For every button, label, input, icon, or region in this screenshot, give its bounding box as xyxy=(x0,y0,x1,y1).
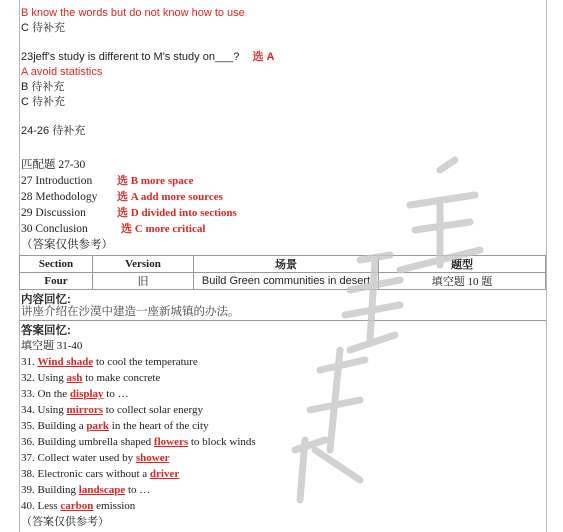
option-b-line: B know the words but do not know how to use xyxy=(21,7,245,19)
answer-item xyxy=(21,403,203,417)
divider xyxy=(19,320,546,321)
cell-question-type: 填空题 10 题 xyxy=(379,273,546,290)
answer-word: flowers xyxy=(153,436,189,448)
matching-label: 29 Discussion xyxy=(21,207,86,219)
answer-item xyxy=(21,467,179,481)
answer-word: ash xyxy=(66,372,83,384)
answer-recall-title: 答案回忆: xyxy=(21,325,71,337)
header-version: Version xyxy=(93,256,194,273)
answer-item xyxy=(21,435,256,449)
cell-section: Four xyxy=(20,273,93,290)
answer-prefix: 39. Building xyxy=(21,484,79,496)
answer-item xyxy=(21,355,198,369)
answer-prefix: 36. Building umbrella shaped xyxy=(21,436,154,448)
matching-row xyxy=(21,190,223,205)
answer-word: mirrors xyxy=(66,404,103,416)
matching-label: 27 Introduction xyxy=(21,175,93,187)
matching-answer: 选 B more space xyxy=(117,175,194,187)
question-23-pick: 选 A xyxy=(252,51,275,63)
answer-suffix: to … xyxy=(103,388,129,400)
questions-24-26: 24-26 待补充 xyxy=(21,125,86,137)
answer-item xyxy=(21,419,209,433)
answer-word: shower xyxy=(135,452,170,464)
answer-word: driver xyxy=(149,468,180,480)
cell-version: 旧 xyxy=(93,273,194,290)
question-23-option-c: C 待补充 xyxy=(21,96,65,108)
matching-label: 30 Conclusion xyxy=(21,223,88,235)
answer-word: park xyxy=(86,420,110,432)
matching-note: （答案仅供参考） xyxy=(21,239,113,251)
matching-row xyxy=(21,206,237,221)
answer-word: landscape xyxy=(78,484,126,496)
answer-item xyxy=(21,387,129,401)
header-question-type: 题型 xyxy=(379,256,546,273)
header-section: Section xyxy=(20,256,93,273)
table-header-row xyxy=(20,256,546,273)
answer-prefix: 35. Building a xyxy=(21,420,87,432)
fill-in-subtitle: 填空题 31-40 xyxy=(21,340,83,352)
table-row xyxy=(20,273,546,290)
answer-suffix: to block winds xyxy=(188,436,256,448)
answer-suffix: to collect solar energy xyxy=(102,404,203,416)
answer-prefix: 40. Less xyxy=(21,500,61,512)
matching-answer: 选 A add more sources xyxy=(117,191,223,203)
answer-word: display xyxy=(69,388,104,400)
question-23 xyxy=(21,50,274,64)
answer-note: （答案仅供参考） xyxy=(21,516,109,528)
answer-suffix: to make concrete xyxy=(82,372,161,384)
answer-word: carbon xyxy=(60,500,94,512)
header-scene: 场景 xyxy=(194,256,379,273)
matching-row xyxy=(21,174,193,189)
matching-answer: 选 D divided into sections xyxy=(117,207,237,219)
question-23-option-a: A avoid statistics xyxy=(21,66,103,78)
section-table xyxy=(19,255,546,290)
content-recall-title: 内容回忆: xyxy=(21,294,71,306)
answer-prefix: 37. Collect water used by xyxy=(21,452,136,464)
question-23-text: 23jeff's study is different to M's study on___? xyxy=(21,51,240,63)
answer-item xyxy=(21,451,169,465)
answer-prefix: 33. On the xyxy=(21,388,70,400)
answer-prefix: 38. Electronic cars without a xyxy=(21,468,150,480)
cell-scene: Build Green communities in desert xyxy=(194,273,379,290)
answer-suffix: to cool the temperature xyxy=(93,356,198,368)
answer-suffix: emission xyxy=(93,500,136,512)
answer-prefix: 34. Using xyxy=(21,404,67,416)
option-c-line: C 待补充 xyxy=(21,22,65,34)
answer-prefix: 32. Using xyxy=(21,372,67,384)
divider xyxy=(19,289,546,290)
answer-word: Wind shade xyxy=(37,356,94,368)
answer-item xyxy=(21,483,150,497)
answer-prefix: 31. xyxy=(21,356,38,368)
answer-suffix: in the heart of the city xyxy=(109,420,209,432)
question-23-option-b: B 待补充 xyxy=(21,81,65,93)
matching-label: 28 Methodology xyxy=(21,191,98,203)
answer-item xyxy=(21,371,160,385)
answer-item xyxy=(21,499,135,513)
matching-title: 匹配题 27-30 xyxy=(21,159,86,171)
matching-answer: 选 C more critical xyxy=(121,223,206,235)
matching-row xyxy=(21,222,205,237)
content-recall-text: 讲座介绍在沙漠中建造一座新城镇的办法。 xyxy=(21,306,240,318)
answer-suffix: to … xyxy=(125,484,151,496)
